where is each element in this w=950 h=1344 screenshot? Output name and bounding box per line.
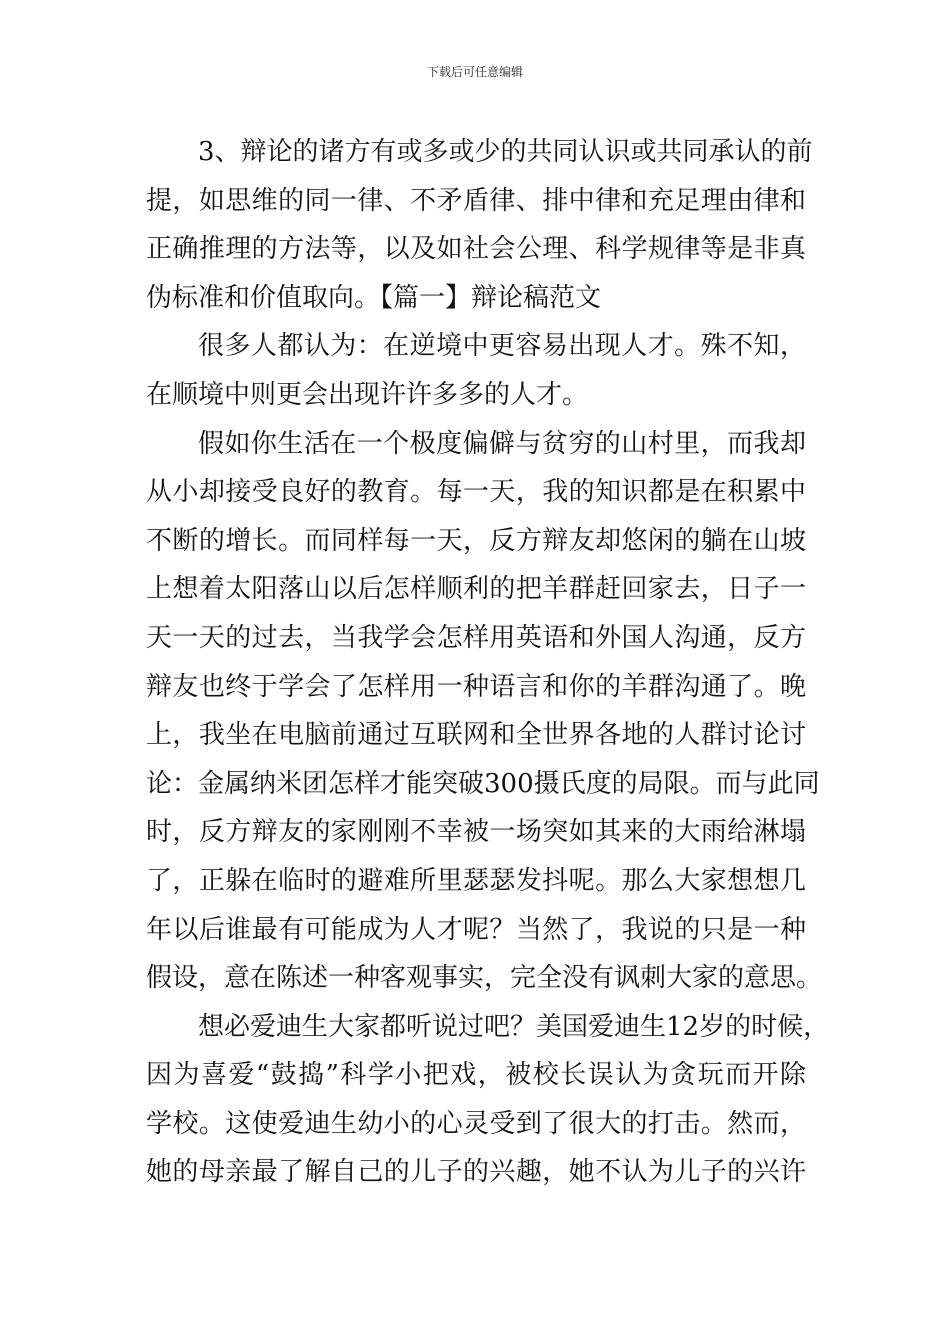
paragraph-line: 正确推理的方法等，以及如社会公理、科学规律等是非真 xyxy=(146,234,806,265)
paragraph-1 xyxy=(146,128,813,322)
paragraph-line: 时，反方辩友的家刚刚不幸被一场突如其来的大雨给淋塌 xyxy=(146,817,806,848)
paragraph-line: 她的母亲最了解自己的儿子的兴趣，她不认为儿子的兴许 xyxy=(146,1157,806,1188)
paragraph-line: 不断的增长。而同样每一天，反方辩友却悠闲的躺在山坡 xyxy=(146,525,806,556)
paragraph-line: 3、辩论的诸方有或多或少的共同认识或共同承认的前 xyxy=(198,137,813,167)
paragraph-line: 伪标准和价值取向。【篇一】辩论稿范文 xyxy=(146,282,602,313)
paragraph-2 xyxy=(146,322,806,419)
paragraph-line: 提，如思维的同一律、不矛盾律、排中律和充足理由律和 xyxy=(146,185,806,216)
paragraph-4 xyxy=(146,1003,830,1197)
paragraph-line: 论：金属纳米团怎样才能突破300摄氏度的局限。而与此同 xyxy=(146,768,820,799)
paragraph-line: 上，我坐在电脑前通过互联网和全世界各地的人群讨论讨 xyxy=(146,720,806,751)
paragraph-line: 在顺境中则更会出现许许多多的人才。 xyxy=(146,379,589,410)
paragraph-line: 从小却接受良好的教育。每一天，我的知识都是在积累中 xyxy=(146,477,806,508)
document-body xyxy=(146,128,830,1197)
paragraph-line: 上想着太阳落山以后怎样顺利的把羊群赶回家去，日子一 xyxy=(146,574,806,605)
paragraph-line: 学校。这使爱迪生幼小的心灵受到了很大的打击。然而， xyxy=(146,1108,806,1139)
paragraph-line: 年以后谁最有可能成为人才呢？当然了，我说的只是一种 xyxy=(146,914,806,945)
paragraph-line: 想必爱迪生大家都听说过吧？美国爱迪生12岁的时候， xyxy=(198,1011,830,1042)
paragraph-line: 很多人都认为：在逆境中更容易出现人才。殊不知， xyxy=(198,331,806,362)
paragraph-line: 假设，意在陈述一种客观事实，完全没有讽刺大家的意思。 xyxy=(146,963,823,994)
paragraph-3 xyxy=(146,420,823,1003)
paragraph-line: 因为喜爱“鼓捣”科学小把戏，被校长误认为贪玩而开除 xyxy=(146,1060,806,1091)
paragraph-line: 了，正躲在临时的避难所里瑟瑟发抖呢。那么大家想想几 xyxy=(146,865,806,896)
page-header-note: 下载后可任意编辑 xyxy=(426,65,523,79)
paragraph-line: 辩友也终于学会了怎样用一种语言和你的羊群沟通了。晚 xyxy=(146,671,806,702)
paragraph-line: 天一天的过去，当我学会怎样用英语和外国人沟通，反方 xyxy=(146,622,806,653)
paragraph-line: 假如你生活在一个极度偏僻与贫穷的山村里，而我却 xyxy=(198,428,806,459)
